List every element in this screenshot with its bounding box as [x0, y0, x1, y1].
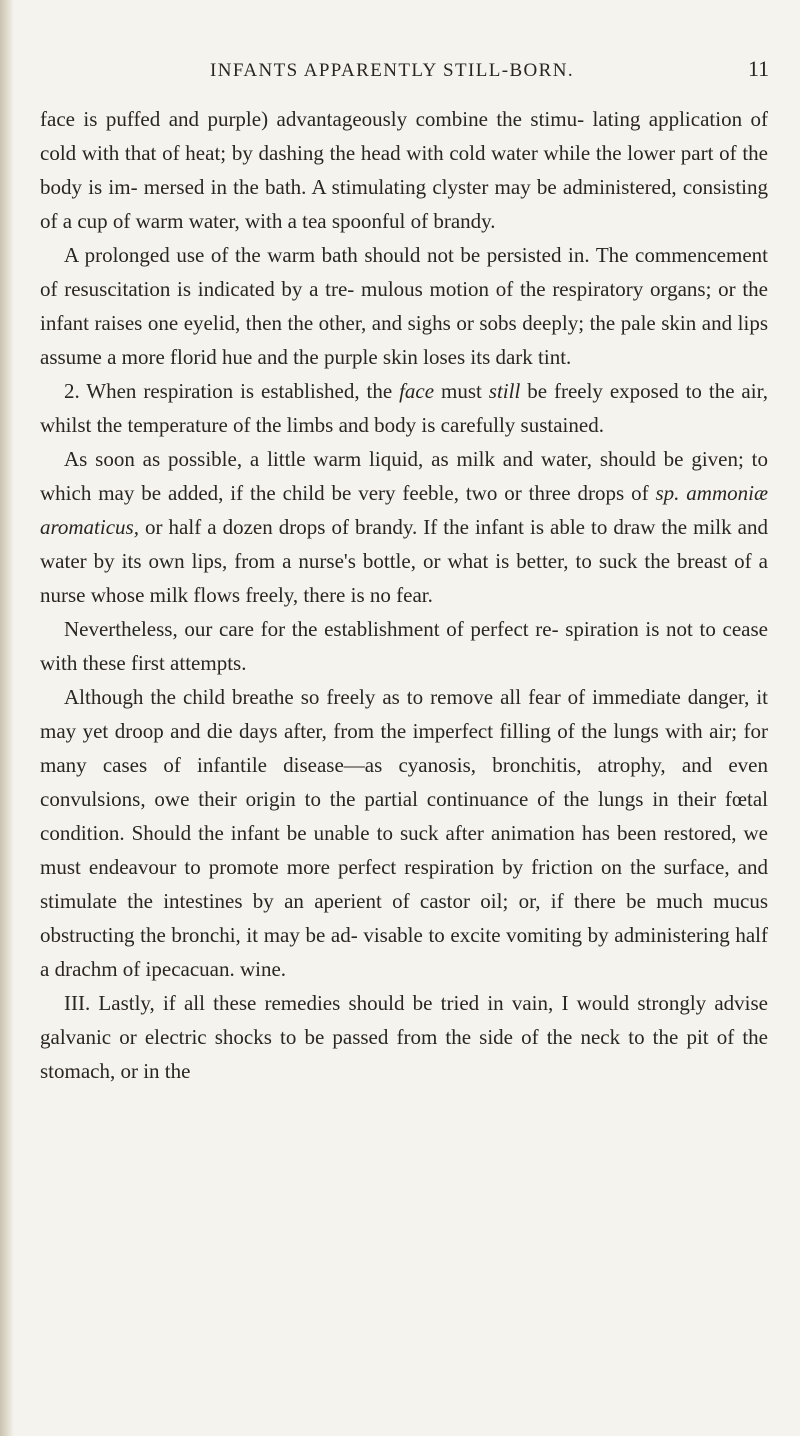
paragraph-nevertheless: Nevertheless, our care for the establishment of perfect re- spiration is not to cease with these first attempts. — [40, 617, 768, 675]
page-binding-edge — [0, 0, 14, 1436]
running-head-title: INFANTS APPARENTLY STILL-BORN. — [210, 60, 575, 81]
paragraph-continued: face is puffed and purple) advantageously combine the stimu- lating application of cold with that of heat; by dashing the head with cold water while the lower part of the body is im- mersed in the bath. A stimulating clyster may be administered, consisting of a cup of warm water, with a tea spoonful of brandy. — [40, 107, 768, 233]
paragraph-text: be freely exposed to the air, whilst the temperature of the limbs and body is carefully sustained. — [40, 379, 768, 437]
body-text — [40, 102, 768, 1088]
running-head — [0, 56, 800, 90]
paragraph-respiration-established — [40, 374, 768, 442]
emphasis-still: still — [488, 379, 521, 403]
emphasis-ammonia: sp. ammoniæ aromaticus, — [40, 481, 768, 539]
paragraph-text: 2. When respiration is established, the — [64, 379, 400, 403]
paragraph-text: or half a dozen drops of brandy. If the infant is able to draw the milk and water by its own lips, from a nurse's bottle, or what is better, to suck the breast of a nurse whose milk flows freely, there is no fear. — [40, 515, 768, 607]
page-number: 11 — [748, 56, 770, 81]
paragraph-text: As soon as possible, a little warm liquid, as milk and water, should be given; to which may be added, if the child be very feeble, two or three drops of — [40, 447, 768, 505]
paragraph-warm-liquid — [40, 442, 768, 612]
paragraph-lastly: III. Lastly, if all these remedies should be tried in vain, I would strongly advise galvanic or electric shocks to be passed from the side of the neck to the pit of the stomach, or in the — [40, 991, 768, 1083]
emphasis-face: face — [399, 379, 435, 403]
paragraph-warm-bath: A prolonged use of the warm bath should not be persisted in. The commencement of resuscitation is indicated by a tre- mulous motion of the respiratory organs; or the infant raises one eyelid, then the other, and sighs or sobs deeply; the pale skin and lips assume a more florid hue and the purple skin loses its dark tint. — [40, 243, 768, 369]
paragraph-although: Although the child breathe so freely as to remove all fear of immediate danger, it may yet droop and die days after, from the imperfect filling of the lungs with air; for many cases of infantile disease—as cyanosis, bronchitis, atrophy, and even convulsions, owe their origin to the partial continuance of the lungs in their fœtal condition. Should the infant be unable to suck after animation has been restored, we must endeavour to promote more perfect respiration by friction on the surface, and stimulate the intestines by an aperient of castor oil; or, if there be much mucus obstructing the bronchi, it may be ad- visable to excite vomiting by administering half a drachm of ipecacuan. wine. — [40, 685, 768, 981]
paragraph-text: must — [434, 379, 489, 403]
